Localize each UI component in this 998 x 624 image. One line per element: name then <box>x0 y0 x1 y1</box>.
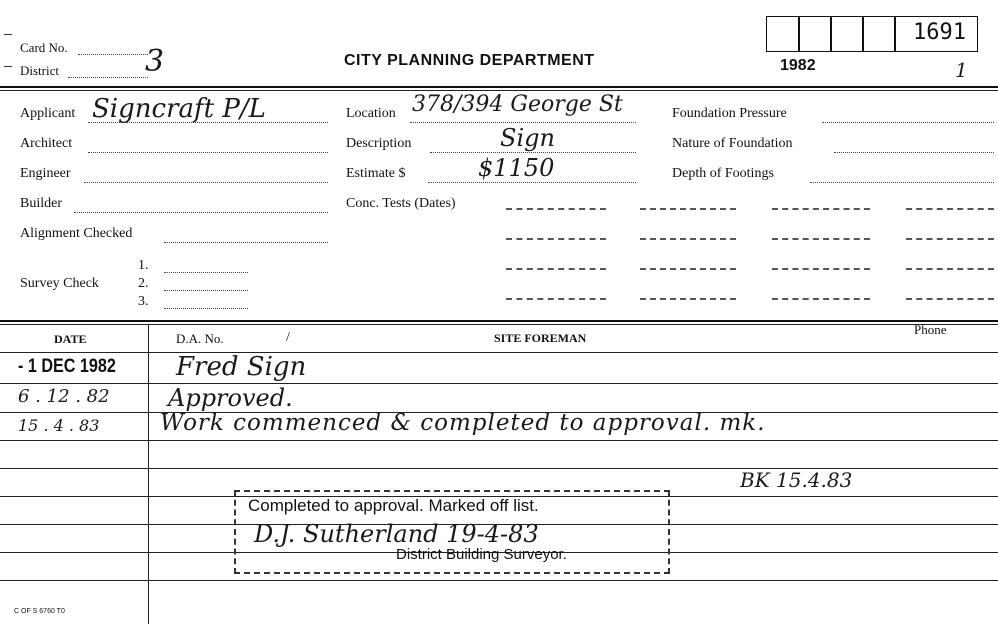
form-code: C OF S 6760 T0 <box>14 608 65 615</box>
row-2-entry: Approved. <box>168 384 293 412</box>
stamp-line-1: Completed to approval. Marked off list. <box>248 496 539 515</box>
conc-line-r1c3 <box>772 208 870 210</box>
date-column-divider <box>148 324 149 624</box>
number-box-4 <box>862 16 896 52</box>
row-3-date: 15 . 4 . 83 <box>18 416 100 435</box>
nature-foundation-line <box>834 152 994 153</box>
number-box-3 <box>830 16 864 52</box>
survey-check-label: Survey Check <box>20 276 99 291</box>
survey-num-3: 3. <box>138 294 149 309</box>
survey-line-3 <box>164 308 248 309</box>
row-line <box>0 440 998 441</box>
row-line <box>0 383 998 384</box>
architect-label: Architect <box>20 136 73 151</box>
conc-line-r1c4 <box>906 208 994 210</box>
conc-line-r4c3 <box>772 298 870 300</box>
margin-tick <box>4 34 12 35</box>
foundation-pressure-label: Foundation Pressure <box>672 106 787 121</box>
applicant-value: Signcraft P/L <box>92 94 266 124</box>
conc-line-r3c2 <box>640 268 736 270</box>
row-3-entry: Work commenced & completed to approval. mk. <box>160 410 766 436</box>
builder-label: Builder <box>20 196 62 211</box>
initials: BK 15.4.83 <box>740 468 853 492</box>
page-title: CITY PLANNING DEPARTMENT <box>344 52 595 69</box>
depth-footings-label: Depth of Footings <box>672 166 774 181</box>
description-value: Sign <box>500 124 555 152</box>
survey-line-1 <box>164 272 248 273</box>
survey-num-2: 2. <box>138 276 149 291</box>
location-value: 378/394 George St <box>412 92 623 117</box>
engineer-line <box>84 182 328 183</box>
architect-line <box>88 152 328 153</box>
conc-line-r1c1 <box>506 208 606 210</box>
survey-line-2 <box>164 290 248 291</box>
nature-foundation-label: Nature of Foundation <box>672 136 793 151</box>
number-box-2 <box>798 16 832 52</box>
approval-stamp <box>234 490 670 574</box>
stamp-line-3: District Building Surveyor. <box>396 546 567 563</box>
row-2-date: 6 . 12 . 82 <box>18 386 110 407</box>
margin-tick <box>4 66 12 67</box>
conc-line-r1c2 <box>640 208 736 210</box>
district-line <box>68 77 148 78</box>
row-line <box>0 352 998 353</box>
alignment-label: Alignment Checked <box>20 226 133 241</box>
da-slash: / <box>286 330 290 345</box>
engineer-label: Engineer <box>20 166 71 181</box>
depth-footings-line <box>810 182 994 183</box>
table-top-rule-2 <box>0 324 998 325</box>
estimate-label: Estimate $ <box>346 166 406 181</box>
stamp-signature: D.J. Sutherland 19-4-83 <box>254 520 539 548</box>
conc-line-r2c2 <box>640 238 736 240</box>
builder-line <box>74 212 328 213</box>
header-rule <box>0 86 998 88</box>
card-no-label: Card No. <box>20 40 68 55</box>
year: 1982 <box>780 57 816 74</box>
row-1-date: - 1 DEC 1982 <box>18 356 116 377</box>
foundation-pressure-line <box>822 122 994 123</box>
conc-line-r4c1 <box>506 298 606 300</box>
district-label: District <box>20 63 59 78</box>
conc-tests-label: Conc. Tests (Dates) <box>346 196 456 211</box>
conc-line-r2c3 <box>772 238 870 240</box>
table-top-rule <box>0 320 998 322</box>
description-line <box>430 152 636 153</box>
number-box-1 <box>766 16 800 52</box>
conc-line-r3c1 <box>506 268 606 270</box>
conc-line-r4c2 <box>640 298 736 300</box>
header-rule-2 <box>0 90 998 91</box>
applicant-label: Applicant <box>20 106 76 121</box>
location-label: Location <box>346 106 396 121</box>
conc-line-r3c4 <box>906 268 994 270</box>
row-1-entry: Fred Sign <box>176 352 307 382</box>
conc-line-r2c4 <box>906 238 994 240</box>
date-header: DATE <box>54 332 87 346</box>
location-line <box>410 122 636 123</box>
card-no-line <box>78 54 148 55</box>
conc-line-r4c4 <box>906 298 994 300</box>
da-header: D.A. No. <box>176 331 224 346</box>
conc-line-r2c1 <box>506 238 606 240</box>
alignment-line <box>164 242 328 243</box>
conc-line-r3c3 <box>772 268 870 270</box>
phone-header: Phone <box>914 322 947 337</box>
corner-mark: 1 <box>955 58 968 82</box>
estimate-line <box>428 182 636 183</box>
site-foreman-header: SITE FOREMAN <box>494 331 587 345</box>
file-number: 1691 <box>913 20 966 45</box>
description-label: Description <box>346 136 412 151</box>
card-no-value: 3 <box>145 44 165 79</box>
survey-num-1: 1. <box>138 258 149 273</box>
row-line <box>0 580 998 581</box>
estimate-value: $1150 <box>478 154 555 182</box>
